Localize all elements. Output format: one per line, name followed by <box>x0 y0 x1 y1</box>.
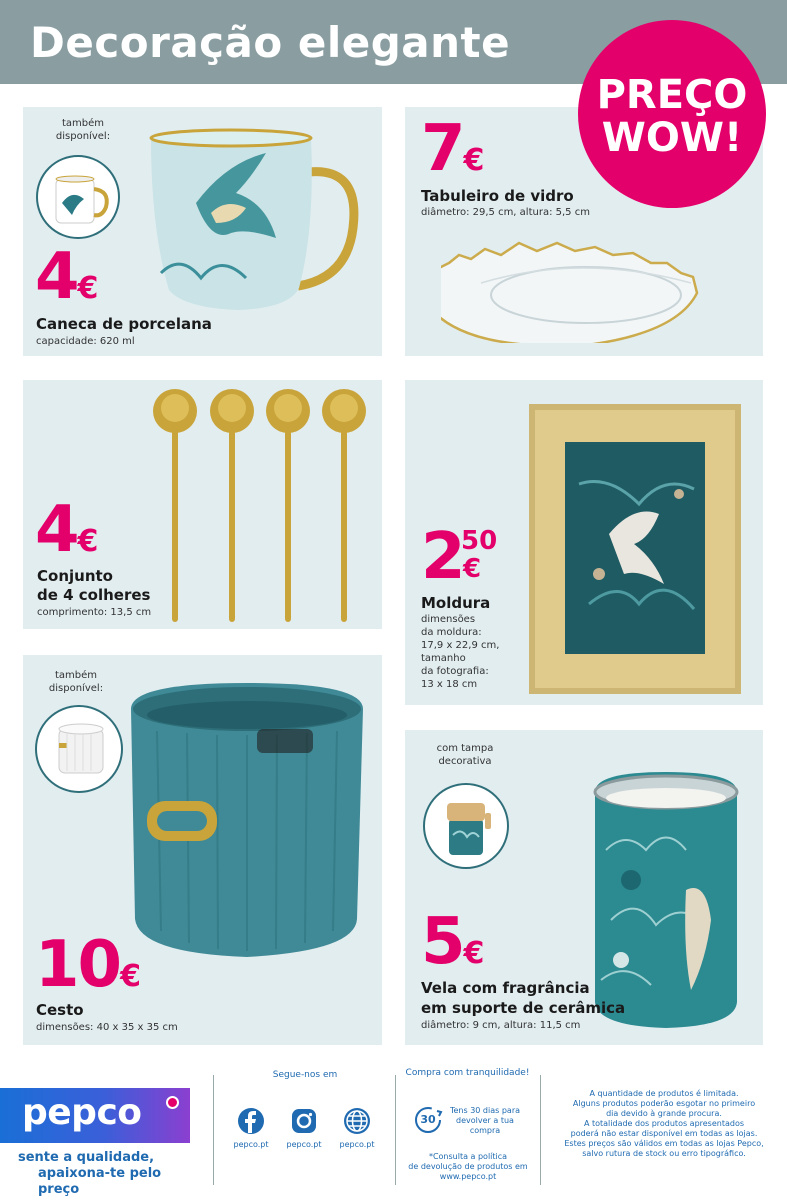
tray-image <box>441 223 731 343</box>
footer-divider <box>395 1075 396 1185</box>
basket-price: 10€ <box>35 928 141 1002</box>
stock-disclaimer: A quantidade de produtos é limitada. Alguns produtos poderão esgotar no primeiro dia devido à grande procura. A totalidade dos produtos apresentados poderá não estar disponível em todas as lojas. Estes preços são válidos em todas as lojas Pepco, salvo rutura de stock ou erro tipográfico. <box>564 1089 764 1158</box>
footer-divider <box>213 1075 214 1185</box>
instagram-icon[interactable] <box>289 1106 319 1136</box>
basket-description: dimensões: 40 x 35 x 35 cm <box>36 1022 178 1033</box>
frame-price-currency: € <box>463 554 482 584</box>
basket-variant-thumbnail <box>35 705 123 793</box>
return-days-number: 30 <box>420 1113 436 1126</box>
product-card-candle[interactable] <box>405 730 763 1045</box>
return-30-days-icon <box>413 1105 443 1135</box>
spoons-image <box>148 386 373 626</box>
product-card-frame[interactable] <box>405 380 763 705</box>
spoons-name-line1: Conjunto <box>37 567 113 585</box>
candle-name-line1: Vela com fragrância <box>421 979 590 997</box>
also-available-label: também disponível: <box>55 118 111 142</box>
return-policy-note: *Consulta a política de devolução de produtos em www.pepco.pt <box>408 1152 528 1181</box>
product-card-mug[interactable] <box>23 107 382 356</box>
frame-name: Moldura <box>421 594 491 612</box>
candle-variant-thumbnail <box>423 783 509 869</box>
frame-price-cents: 50 <box>461 526 498 556</box>
registered-icon <box>166 1096 179 1109</box>
spoons-name-line2: de 4 colheres <box>37 586 151 604</box>
basket-name: Cesto <box>36 1001 84 1019</box>
candle-description: diâmetro: 9 cm, altura: 11,5 cm <box>421 1020 581 1031</box>
page-title: Decoração elegante <box>30 18 511 67</box>
follow-us-title: Segue-nos em <box>272 1070 338 1080</box>
frame-price: 2 <box>421 520 464 594</box>
frame-description: dimensões da moldura: 17,9 x 22,9 cm, tamanho da fotografia: 13 x 18 cm <box>421 614 500 690</box>
footer-divider <box>540 1075 541 1185</box>
website-label[interactable]: pepco.pt <box>339 1140 375 1149</box>
candle-name-line2: em suporte de cerâmica <box>421 999 626 1017</box>
return-policy-text: Tens 30 dias para devolver a tua compra <box>449 1106 521 1135</box>
globe-icon[interactable] <box>342 1106 372 1136</box>
slogan-line2: apaixona-te pelo preço <box>38 1166 162 1197</box>
slogan <box>18 1150 198 1198</box>
pepco-logo[interactable] <box>0 1088 190 1143</box>
tray-name: Tabuleiro de vidro <box>421 187 574 205</box>
also-available-label: também disponível: <box>48 670 104 694</box>
frame-image <box>529 404 741 694</box>
price-wow-badge <box>578 20 766 208</box>
logo-text: pepco <box>22 1092 142 1133</box>
badge-line1: PREÇO <box>596 72 748 118</box>
product-card-spoons[interactable] <box>23 380 382 629</box>
mug-description: capacidade: 620 ml <box>36 336 135 347</box>
instagram-label[interactable]: pepco.pt <box>286 1140 322 1149</box>
mug-variant-thumbnail <box>36 155 120 239</box>
candle-image <box>591 770 741 1030</box>
return-policy-title: Compra com tranquilidade! <box>405 1068 530 1078</box>
mug-price: 4€ <box>35 240 99 314</box>
mug-name: Caneca de porcelana <box>36 315 212 333</box>
spoons-description: comprimento: 13,5 cm <box>37 607 152 618</box>
tray-description: diâmetro: 29,5 cm, altura: 5,5 cm <box>421 207 590 218</box>
tray-price: 7€ <box>421 112 485 186</box>
with-lid-label: com tampa decorativa <box>436 743 494 767</box>
spoons-price: 4€ <box>35 493 99 567</box>
basket-image <box>127 681 367 961</box>
facebook-icon[interactable] <box>236 1106 266 1136</box>
facebook-label[interactable]: pepco.pt <box>233 1140 269 1149</box>
slogan-line1: sente a qualidade, <box>18 1150 155 1165</box>
candle-price: 5€ <box>421 905 485 979</box>
badge-line2: WOW! <box>601 115 743 161</box>
mug-image <box>141 123 381 318</box>
product-card-basket[interactable] <box>23 655 382 1045</box>
